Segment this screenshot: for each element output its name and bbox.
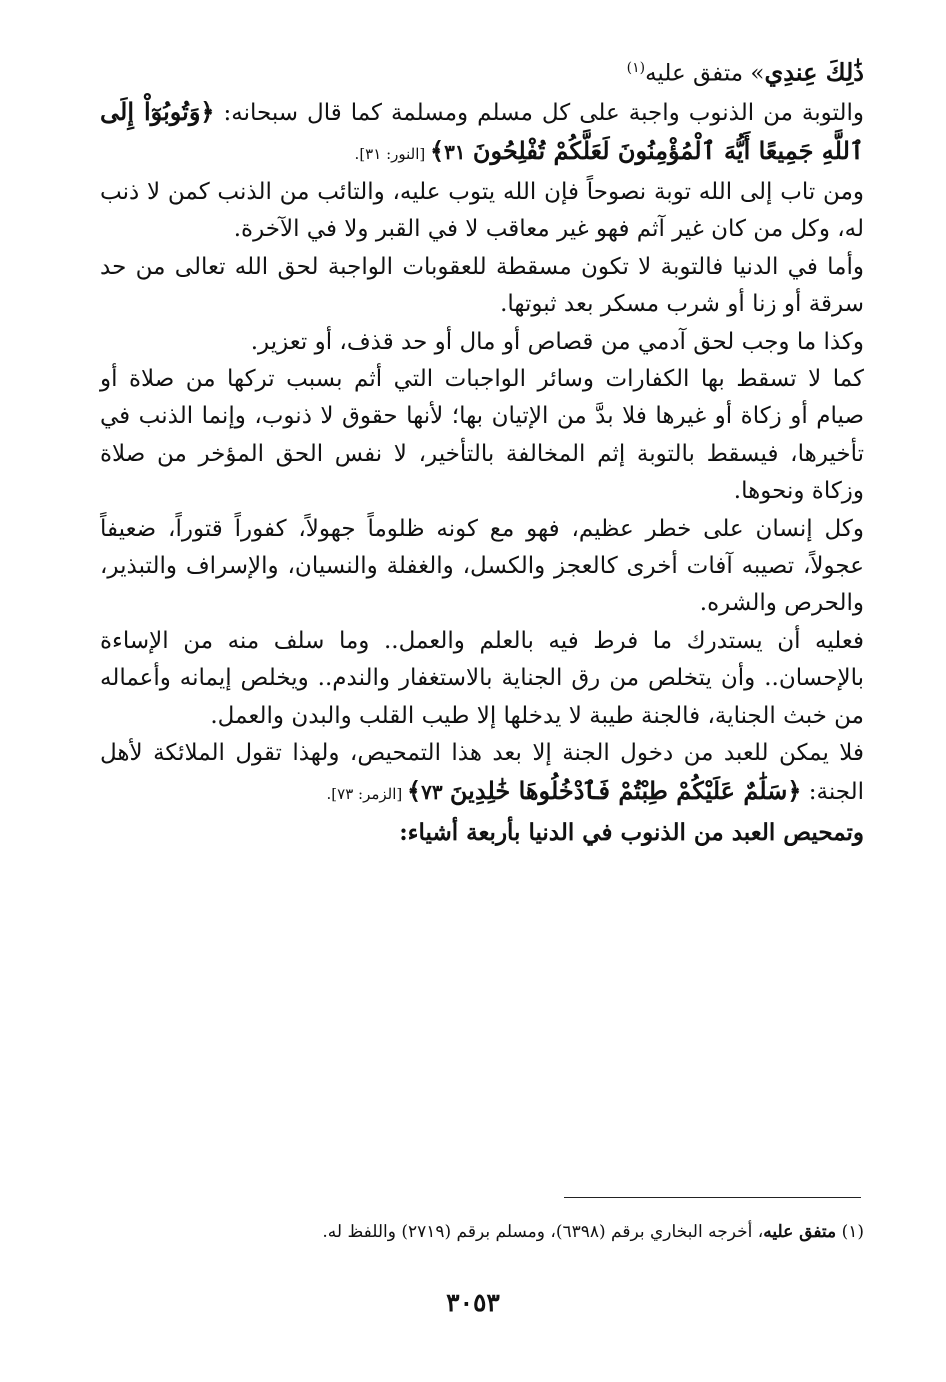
ayah-number: ٧٣	[421, 780, 443, 805]
verse-citation: [الزمر: ٧٣].	[326, 785, 408, 804]
verse-citation: [النور: ٣١].	[354, 145, 430, 164]
quran-verse: ﴿وَتُوبُوٓاْ إِلَى ٱللَّهِ جَمِيعًا أَيُّهَ ٱلْمُؤْمِنُونَ لَعَلَّكُمْ تُفْلِحُونَ	[100, 97, 864, 166]
footnote-text: ، أخرجه البخاري برقم (٦٣٩٨)، ومسلم برقم (٢٧١٩) واللفظ له.	[322, 1222, 764, 1242]
page-number: ٣٠٥٣	[446, 1288, 500, 1317]
paragraph-3: ومن تاب إلى الله توبة نصوحاً فإن الله يتوب عليه، والتائب من الذنب كمن لا ذنب له، وكل من كان غير آثم فهو غير معاقب لا في القبر ولا في الآخرة.	[100, 178, 864, 243]
paragraph-4: وأما في الدنيا فالتوبة لا تكون مسقطة للعقوبات الواجبة لحق الله تعالى من حد سرقة أو زنا أو شرب مسكر بعد ثبوتها.	[100, 253, 864, 318]
paragraph-2-text: والتوبة من الذنوب واجبة على كل مسلم ومسلمة كما قال سبحانه:	[214, 100, 864, 127]
quran-verse-end: ﴾	[430, 136, 445, 166]
paragraph-8: فعليه أن يستدرك ما فرط فيه بالعلم والعمل.. وما سلف منه من الإساءة بالإحسان.. وأن يتخلص من رق الجناية بالاستغفار والندم.. ويخلص إيمانه وأعماله من خبث الجناية، فالجنة طيبة لا يدخلها إلا طيب القلب والبدن والعمل.	[100, 627, 864, 729]
footnote	[100, 1220, 864, 1244]
hadith-grade: » متفق عليه	[645, 60, 765, 87]
paragraph-7: وكل إنسان على خطر عظيم، فهو مع كونه ظلوماً جهولاً، كفوراً قتوراً، ضعيفاً عجولاً، تصيبه آفات أخرى كالعجز والكسل، والغفلة والنسيان، والإسراف والتبذير، والحرص والشره.	[100, 515, 864, 617]
section-heading: وتمحيص العبد من الذنوب في الدنيا بأربعة أشياء:	[399, 818, 864, 846]
footnote-reference[interactable]: (١)	[626, 60, 646, 76]
quran-fragment: ذَٰلِكَ عِندِي	[764, 57, 864, 87]
paragraph-5: وكذا ما وجب لحق آدمي من قصاص أو مال أو حد قذف، أو تعزير.	[250, 328, 864, 355]
paragraph-2	[100, 93, 864, 174]
main-text	[100, 50, 864, 851]
quran-verse-end: ﴾	[407, 776, 422, 806]
ayah-number: ٣١	[444, 140, 466, 165]
paragraph-6: كما لا تسقط بها الكفارات وسائر الواجبات التي أثم بسبب تركها من صلاة أو صيام أو زكاة أو غيرها فلا بدَّ من الإتيان بها؛ لأنها حقوق لا ذنوب، وإنما الذنب في تأخيرها، فيسقط بالتوبة إثم المخالفة بالتأخير، لا نفس الحق المؤخر من صلاة وزكاة ونحوها.	[100, 365, 864, 505]
paragraph-9-text: فلا يمكن للعبد من دخول الجنة إلا بعد هذا التمحيص، ولهذا تقول الملائكة لأهل الجنة:	[100, 739, 864, 806]
quran-verse: ﴿سَلَٰمٌ عَلَيْكُمْ طِبْتُمْ فَٱدْخُلُوهَا خَٰلِدِينَ	[449, 776, 802, 806]
footnote-divider	[564, 1197, 861, 1198]
footnote-number: (١)	[836, 1222, 864, 1242]
footnote-term: متفق عليه	[763, 1222, 837, 1242]
paragraph-1	[100, 50, 864, 93]
paragraph-9	[100, 735, 864, 814]
